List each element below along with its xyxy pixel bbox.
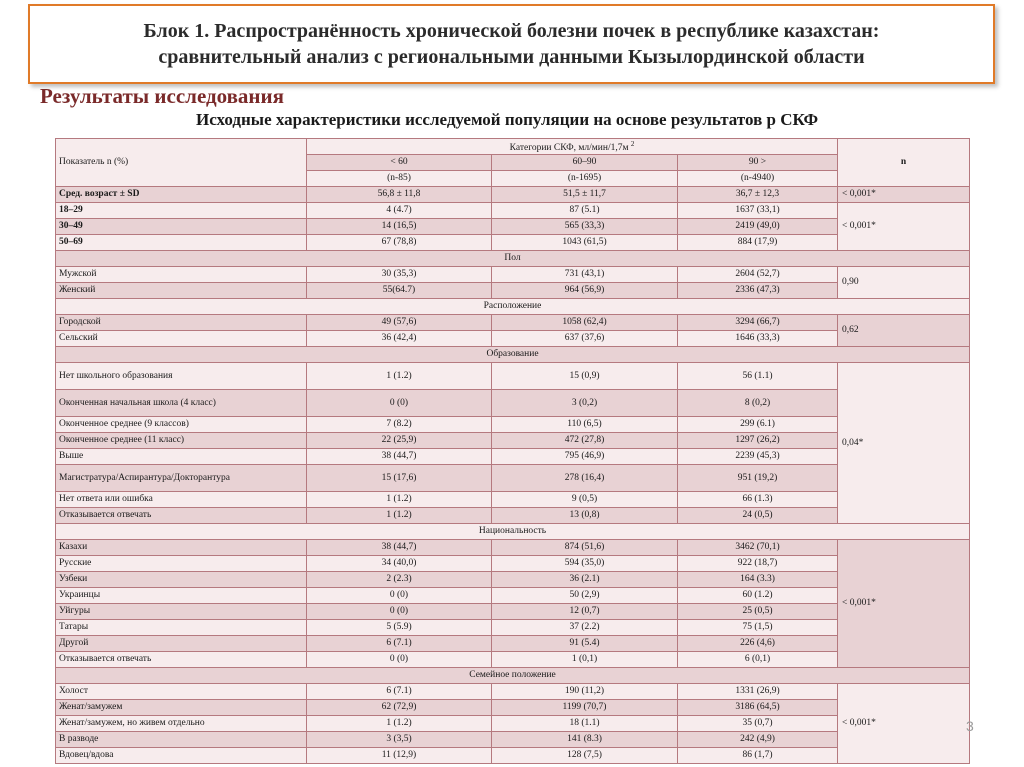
table-row [56, 700, 970, 716]
slide-number: 3 [966, 718, 974, 734]
p-value: < 0,001* [838, 187, 970, 203]
cell: 0 (0) [307, 588, 492, 604]
table-row [56, 556, 970, 572]
table-row [56, 417, 970, 433]
cell: 8 (0,2) [678, 390, 838, 417]
cell: 67 (78,8) [307, 235, 492, 251]
row-label: Казахи [56, 540, 307, 556]
cell: 12 (0,7) [492, 604, 678, 620]
cell: 35 (0,7) [678, 716, 838, 732]
cell: 0 (0) [307, 390, 492, 417]
cell: 62 (72,9) [307, 700, 492, 716]
section-row [56, 347, 970, 363]
cell: 6 (7.1) [307, 636, 492, 652]
cell: 15 (17,6) [307, 465, 492, 492]
cell: 14 (16,5) [307, 219, 492, 235]
section-row [56, 524, 970, 540]
table-row [56, 636, 970, 652]
table-row [56, 433, 970, 449]
cell: 1297 (26,2) [678, 433, 838, 449]
table-row [56, 508, 970, 524]
p-value: < 0,001* [838, 203, 970, 251]
row-label: Оконченная начальная школа (4 класс) [56, 390, 307, 417]
categories-header-text: Категории СКФ, мл/мин/1,7м [509, 143, 629, 154]
table-caption: Исходные характеристики исследуемой популяции на основе результатов р СКФ [196, 110, 819, 129]
cell: 36 (2.1) [492, 572, 678, 588]
cell: 1 (1.2) [307, 363, 492, 390]
row-label: Магистратура/Аспирантура/Докторантура [56, 465, 307, 492]
cell: 6 (7.1) [307, 684, 492, 700]
row-label: 30–49 [56, 219, 307, 235]
cell: 3 (3,5) [307, 732, 492, 748]
cell: 7 (8.2) [307, 417, 492, 433]
cell: 0 (0) [307, 604, 492, 620]
cell: 1043 (61,5) [492, 235, 678, 251]
section-row [56, 251, 970, 267]
n-header-1: (n-85) [307, 171, 492, 187]
cell: 37 (2.2) [492, 620, 678, 636]
p-value: 0,04* [838, 363, 970, 524]
table-row [56, 187, 970, 203]
p-value: < 0,001* [838, 684, 970, 764]
row-label: Холост [56, 684, 307, 700]
title-line-1: Блок 1. Распространённость хронической болезни почек в республике казахстан: [143, 20, 880, 42]
cell: 795 (46,9) [492, 449, 678, 465]
cell: 951 (19,2) [678, 465, 838, 492]
row-label: Русские [56, 556, 307, 572]
table-row [56, 652, 970, 668]
table-row [56, 588, 970, 604]
table-row [56, 604, 970, 620]
cell: 86 (1,7) [678, 748, 838, 764]
indicator-header: Показатель n (%) [56, 139, 307, 187]
cell: 164 (3.3) [678, 572, 838, 588]
n-header-3: (n-4940) [678, 171, 838, 187]
cell: 2604 (52,7) [678, 267, 838, 283]
cell: 60 (1.2) [678, 588, 838, 604]
cell: 226 (4,6) [678, 636, 838, 652]
cell: 565 (33,3) [492, 219, 678, 235]
row-label: Украинцы [56, 588, 307, 604]
cell: 2336 (47,3) [678, 283, 838, 299]
cell: 13 (0,8) [492, 508, 678, 524]
row-label: Сельский [56, 331, 307, 347]
p-value: < 0,001* [838, 540, 970, 668]
section-header-sex: Пол [56, 251, 970, 267]
section-header-location: Расположение [56, 299, 970, 315]
cell: 141 (8.3) [492, 732, 678, 748]
row-label: Оконченное среднее (11 класс) [56, 433, 307, 449]
row-label: Мужской [56, 267, 307, 283]
cell: 49 (57,6) [307, 315, 492, 331]
cell: 1331 (26,9) [678, 684, 838, 700]
row-label: Выше [56, 449, 307, 465]
cell: 1058 (62,4) [492, 315, 678, 331]
table-row [56, 716, 970, 732]
subtitle: Результаты исследования [40, 84, 284, 108]
p-value: 0,62 [838, 315, 970, 347]
cell: 38 (44,7) [307, 540, 492, 556]
cell: 24 (0,5) [678, 508, 838, 524]
cell: 36 (42,4) [307, 331, 492, 347]
col-header-2: 60–90 [492, 155, 678, 171]
cell: 594 (35,0) [492, 556, 678, 572]
cell: 884 (17,9) [678, 235, 838, 251]
cell: 3 (0,2) [492, 390, 678, 417]
table-row [56, 203, 970, 219]
cell: 1199 (70,7) [492, 700, 678, 716]
cell: 18 (1.1) [492, 716, 678, 732]
p-header: n [838, 139, 970, 187]
cell: 6 (0,1) [678, 652, 838, 668]
section-header-nationality: Национальность [56, 524, 970, 540]
row-label: Женат/замужем [56, 700, 307, 716]
cell: 1646 (33,3) [678, 331, 838, 347]
section-header-education: Образование [56, 347, 970, 363]
cell: 190 (11,2) [492, 684, 678, 700]
cell: 874 (51,6) [492, 540, 678, 556]
cell: 56,8 ± 11,8 [307, 187, 492, 203]
cell: 278 (16,4) [492, 465, 678, 492]
col-header-3: 90 > [678, 155, 838, 171]
cell: 56 (1.1) [678, 363, 838, 390]
col-header-1: < 60 [307, 155, 492, 171]
cell: 22 (25,9) [307, 433, 492, 449]
table-row [56, 492, 970, 508]
section-row [56, 668, 970, 684]
cell: 299 (6.1) [678, 417, 838, 433]
table-row [56, 684, 970, 700]
cell: 3186 (64,5) [678, 700, 838, 716]
row-label: Уйгуры [56, 604, 307, 620]
table-row [56, 331, 970, 347]
cell: 637 (37,6) [492, 331, 678, 347]
row-label: Узбеки [56, 572, 307, 588]
cell: 922 (18,7) [678, 556, 838, 572]
table-row [56, 363, 970, 390]
cell: 1637 (33,1) [678, 203, 838, 219]
row-label: Нет школьного образования [56, 363, 307, 390]
n-header-2: (n-1695) [492, 171, 678, 187]
row-label: Татары [56, 620, 307, 636]
cell: 75 (1,5) [678, 620, 838, 636]
table-row [56, 540, 970, 556]
cell: 964 (56,9) [492, 283, 678, 299]
table-row [56, 449, 970, 465]
cell: 66 (1.3) [678, 492, 838, 508]
table-row [56, 283, 970, 299]
row-label: Сред. возраст ± SD [56, 187, 307, 203]
row-label: Отказывается отвечать [56, 652, 307, 668]
categories-header [307, 139, 838, 155]
cell: 55(64.7) [307, 283, 492, 299]
cell: 472 (27,8) [492, 433, 678, 449]
row-label: Оконченное среднее (9 классов) [56, 417, 307, 433]
cell: 51,5 ± 11,7 [492, 187, 678, 203]
cell: 38 (44,7) [307, 449, 492, 465]
cell: 0 (0) [307, 652, 492, 668]
cell: 25 (0,5) [678, 604, 838, 620]
cell: 1 (1.2) [307, 716, 492, 732]
cell: 1 (0,1) [492, 652, 678, 668]
cell: 1 (1.2) [307, 508, 492, 524]
row-label: Отказывается отвечать [56, 508, 307, 524]
data-table [55, 138, 970, 764]
row-label: Городской [56, 315, 307, 331]
cell: 110 (6,5) [492, 417, 678, 433]
cell: 30 (35,3) [307, 267, 492, 283]
table-row [56, 465, 970, 492]
cell: 50 (2,9) [492, 588, 678, 604]
row-label: В разводе [56, 732, 307, 748]
cell: 2239 (45,3) [678, 449, 838, 465]
title-box [28, 4, 995, 84]
cell: 9 (0,5) [492, 492, 678, 508]
table-row [56, 235, 970, 251]
cell: 2 (2.3) [307, 572, 492, 588]
table-row [56, 620, 970, 636]
table-row [56, 390, 970, 417]
header-row [56, 139, 970, 155]
cell: 11 (12,9) [307, 748, 492, 764]
cell: 34 (40,0) [307, 556, 492, 572]
table-row [56, 748, 970, 764]
table-row [56, 572, 970, 588]
p-value: 0,90 [838, 267, 970, 299]
row-label: Вдовец/вдова [56, 748, 307, 764]
table-row [56, 732, 970, 748]
cell: 128 (7,5) [492, 748, 678, 764]
section-header-family: Семейное положение [56, 668, 970, 684]
row-label: 50–69 [56, 235, 307, 251]
cell: 36,7 ± 12,3 [678, 187, 838, 203]
cell: 3462 (70,1) [678, 540, 838, 556]
row-label: Женат/замужем, но живем отдельно [56, 716, 307, 732]
cell: 242 (4,9) [678, 732, 838, 748]
cell: 1 (1.2) [307, 492, 492, 508]
table-row [56, 267, 970, 283]
title-line-2: сравнительный анализ с региональными данными Кызылординской области [158, 46, 865, 68]
row-label: Другой [56, 636, 307, 652]
section-row [56, 299, 970, 315]
cell: 2419 (49,0) [678, 219, 838, 235]
table-row [56, 219, 970, 235]
cell: 3294 (66,7) [678, 315, 838, 331]
cell: 15 (0,9) [492, 363, 678, 390]
row-label: 18–29 [56, 203, 307, 219]
categories-header-sup: 2 [630, 140, 635, 148]
cell: 731 (43,1) [492, 267, 678, 283]
cell: 4 (4.7) [307, 203, 492, 219]
row-label: Женский [56, 283, 307, 299]
table-row [56, 315, 970, 331]
row-label: Нет ответа или ошибка [56, 492, 307, 508]
cell: 91 (5.4) [492, 636, 678, 652]
cell: 87 (5.1) [492, 203, 678, 219]
cell: 5 (5.9) [307, 620, 492, 636]
